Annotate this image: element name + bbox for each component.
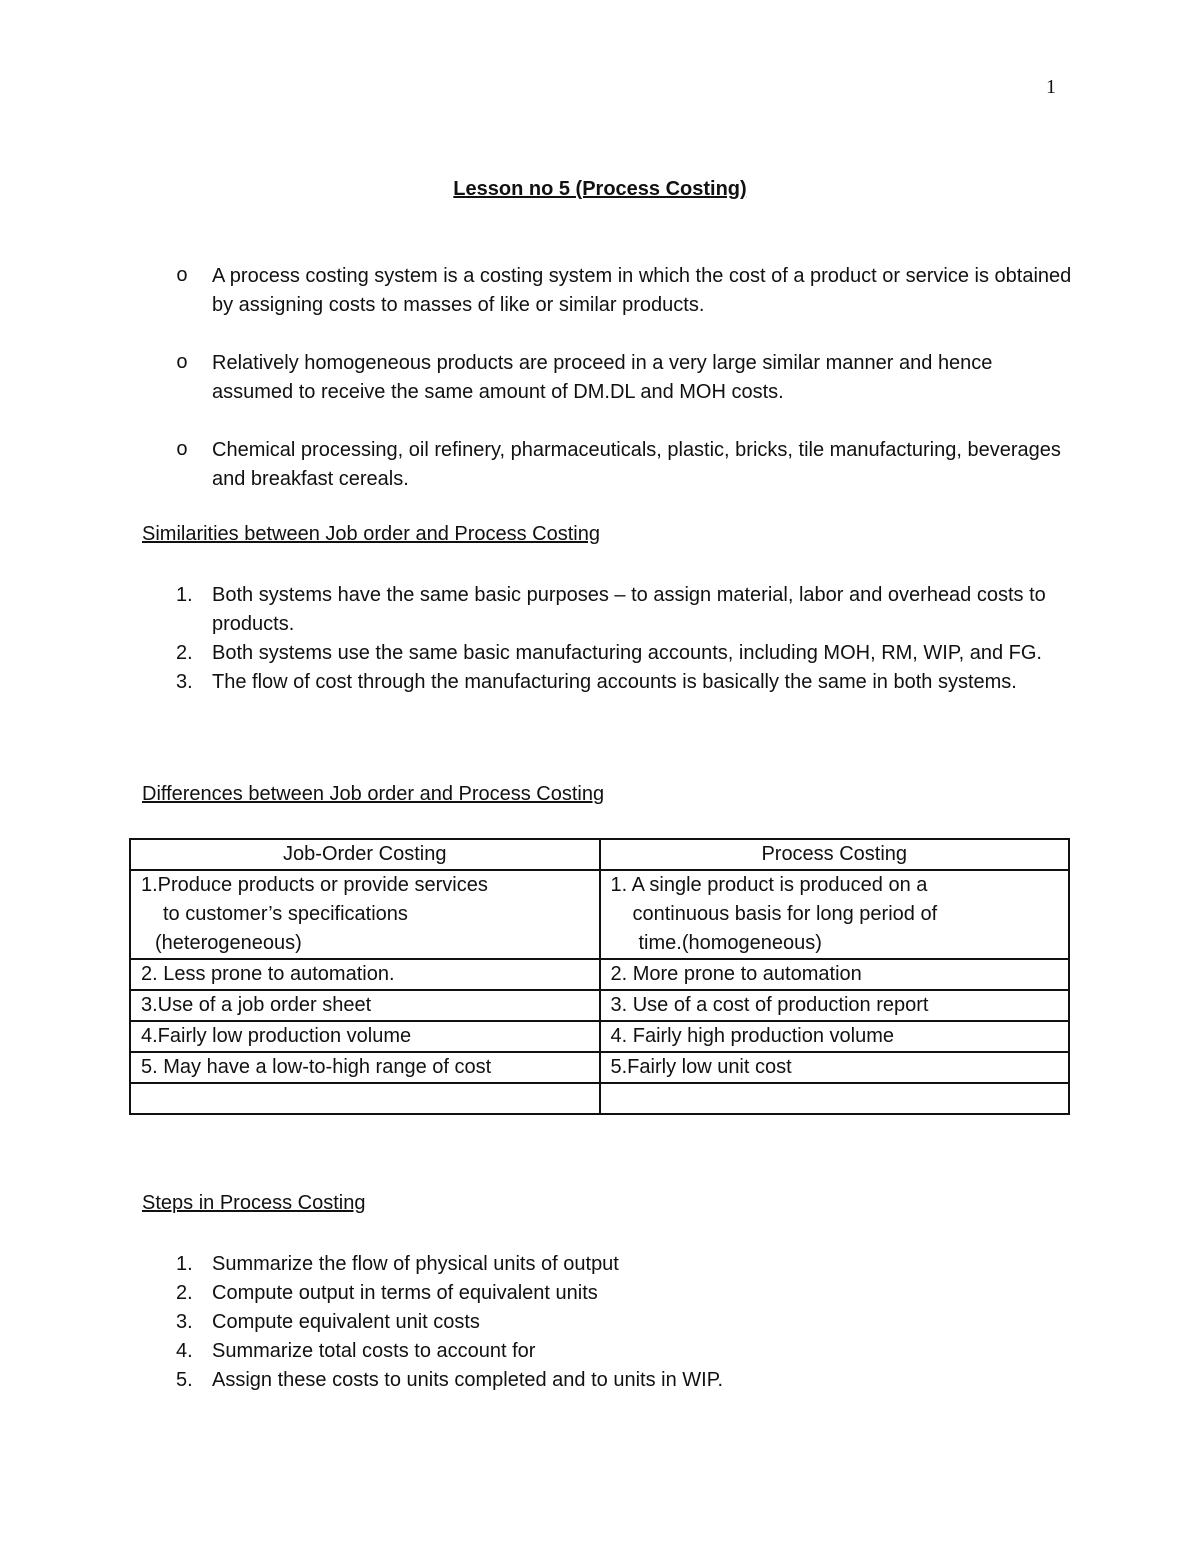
steps-list xyxy=(0,1250,1200,1395)
table-cell-empty xyxy=(600,1083,1070,1114)
list-text: Compute output in terms of equivalent units xyxy=(212,1282,598,1304)
differences-table xyxy=(129,838,1070,1115)
table-row xyxy=(130,1052,1069,1083)
bullet-circle-icon: o xyxy=(176,352,189,375)
list-number: 5. xyxy=(176,1369,193,1391)
column-header-process: Process Costing xyxy=(600,839,1070,870)
list-item xyxy=(0,581,1072,639)
cell-line: 1. A single product is produced on a xyxy=(610,874,928,896)
table-header-row xyxy=(130,839,1069,870)
bullet-text: Chemical processing, oil refinery, pharmaceuticals, plastic, bricks, tile manufacturing, beverages and breakfast cereals. xyxy=(212,439,1061,490)
list-item xyxy=(0,668,1072,697)
list-item xyxy=(0,639,1072,668)
table-row xyxy=(130,990,1069,1021)
bullet-text: A process costing system is a costing system in which the cost of a product or service is obtained by assigning costs to masses of like or similar products. xyxy=(212,265,1072,316)
bullet-item xyxy=(0,436,1072,494)
column-header-job-order: Job-Order Costing xyxy=(130,839,600,870)
bullet-item xyxy=(0,349,1072,407)
table-row xyxy=(130,1021,1069,1052)
table-cell: 5.Fairly low unit cost xyxy=(600,1052,1070,1083)
similarities-heading: Similarities between Job order and Process Costing xyxy=(142,523,600,545)
table-cell: 3. Use of a cost of production report xyxy=(600,990,1070,1021)
intro-bullet-list xyxy=(0,262,1200,523)
differences-heading: Differences between Job order and Process Costing xyxy=(142,783,605,805)
bullet-circle-icon: o xyxy=(176,265,189,288)
list-text: Summarize the flow of physical units of output xyxy=(212,1253,619,1275)
table-cell: 4.Fairly low production volume xyxy=(130,1021,600,1052)
cell-line: continuous basis for long period of xyxy=(632,903,938,925)
list-text: Both systems have the same basic purposes – to assign material, labor and overhead costs to products. xyxy=(212,584,1046,635)
table-row xyxy=(130,870,1069,959)
cell-line: (heterogeneous) xyxy=(155,932,302,954)
list-item xyxy=(0,1337,1072,1366)
list-text: Assign these costs to units completed and to units in WIP. xyxy=(212,1369,724,1391)
list-number: 2. xyxy=(176,1282,193,1304)
bullet-item xyxy=(0,262,1072,320)
document-title: Lesson no 5 (Process Costing) xyxy=(453,178,747,200)
steps-heading: Steps in Process Costing xyxy=(142,1192,366,1214)
list-item xyxy=(0,1279,1072,1308)
bullet-text: Relatively homogeneous products are proceed in a very large similar manner and hence assumed to receive the same amount of DM.DL and MOH costs. xyxy=(212,352,993,403)
list-number: 1. xyxy=(176,1253,193,1275)
table-cell: 2. More prone to automation xyxy=(600,959,1070,990)
list-number: 1. xyxy=(176,584,193,606)
list-item xyxy=(0,1308,1072,1337)
list-number: 2. xyxy=(176,642,193,664)
list-text: Both systems use the same basic manufacturing accounts, including MOH, RM, WIP, and FG. xyxy=(212,642,1042,664)
similarities-list xyxy=(0,581,1200,697)
bullet-circle-icon: o xyxy=(176,439,189,462)
page-number: 1 xyxy=(1046,76,1056,98)
list-number: 3. xyxy=(176,671,193,693)
list-number: 3. xyxy=(176,1311,193,1333)
list-item xyxy=(0,1250,1072,1279)
table-cell: 2. Less prone to automation. xyxy=(130,959,600,990)
table-row xyxy=(130,1083,1069,1114)
list-text: The flow of cost through the manufacturing accounts is basically the same in both systems. xyxy=(212,671,1017,693)
table-cell-empty xyxy=(130,1083,600,1114)
table-cell: 5. May have a low-to-high range of cost xyxy=(130,1052,600,1083)
cell-line: time.(homogeneous) xyxy=(638,932,822,954)
table-cell: 4. Fairly high production volume xyxy=(600,1021,1070,1052)
cell-line: 1.Produce products or provide services xyxy=(141,874,488,896)
table-cell xyxy=(600,870,1070,959)
list-text: Compute equivalent unit costs xyxy=(212,1311,480,1333)
list-text: Summarize total costs to account for xyxy=(212,1340,536,1362)
list-number: 4. xyxy=(176,1340,193,1362)
table-cell xyxy=(130,870,600,959)
table-row xyxy=(130,959,1069,990)
list-item xyxy=(0,1366,1072,1395)
table-cell: 3.Use of a job order sheet xyxy=(130,990,600,1021)
cell-line: to customer’s specifications xyxy=(163,903,408,925)
